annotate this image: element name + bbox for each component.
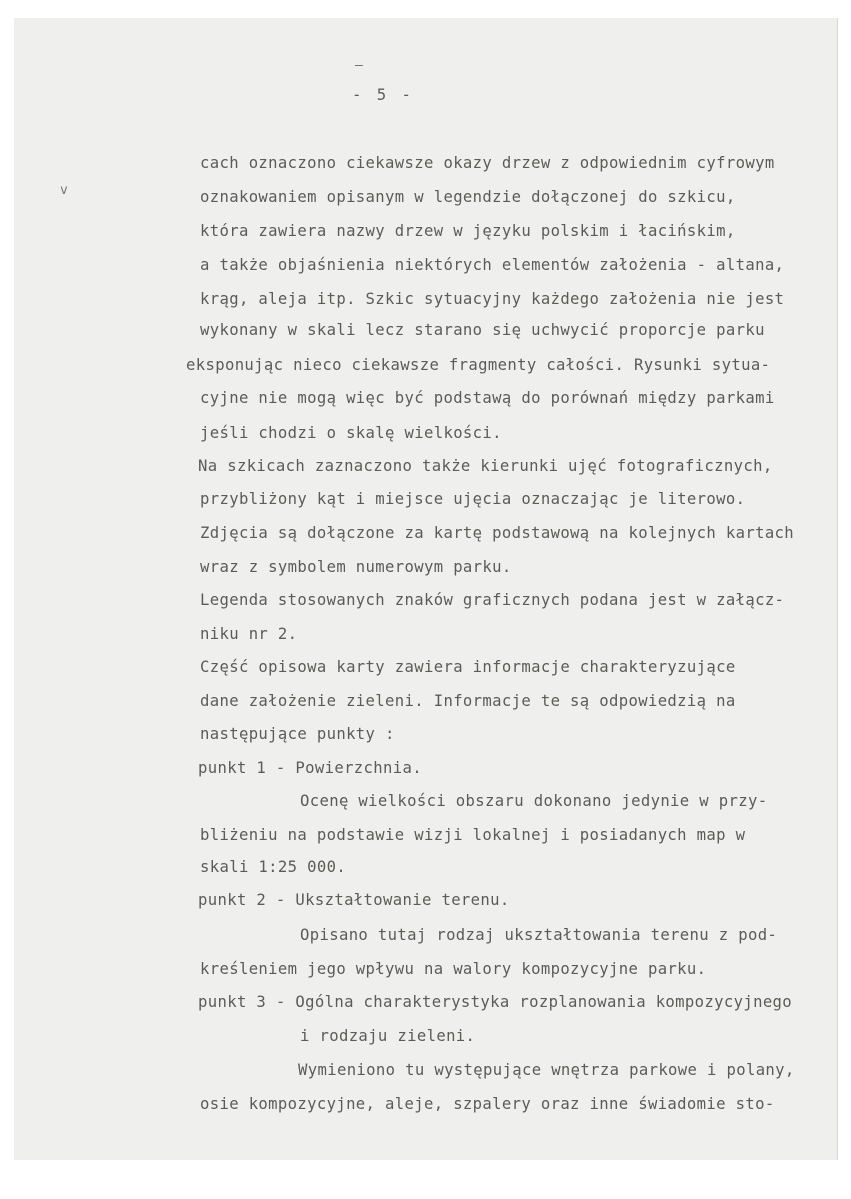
- text-line: cyjne nie mogą więc być podstawą do porównań między parkami: [200, 389, 775, 407]
- text-line: Część opisowa karty zawiera informacje charakteryzujące: [200, 658, 736, 676]
- text-line: punkt 2 - Ukształtowanie terenu.: [198, 891, 510, 909]
- text-line: cach oznaczono ciekawsze okazy drzew z odpowiednim cyfrowym: [200, 154, 775, 172]
- text-line: punkt 3 - Ogólna charakterystyka rozplanowania kompozycyjnego: [198, 993, 793, 1011]
- text-line: wykonany w skali lecz starano się uchwycić proporcje parku: [200, 321, 765, 339]
- text-line: osie kompozycyjne, aleje, szpalery oraz inne świadomie sto-: [200, 1095, 775, 1113]
- top-mark: —: [355, 58, 363, 73]
- text-line: dane założenie zieleni. Informacje te są odpowiedzią na: [200, 692, 736, 710]
- text-line: oznakowaniem opisanym w legendzie dołączonej do szkicu,: [200, 188, 736, 206]
- text-line: Na szkicach zaznaczono także kierunki ujęć fotograficznych,: [198, 457, 773, 475]
- text-line: kreśleniem jego wpływu na walory kompozycyjne parku.: [200, 960, 707, 978]
- text-line: niku nr 2.: [200, 625, 298, 643]
- text-line: jeśli chodzi o skalę wielkości.: [200, 424, 502, 442]
- text-line: Wymieniono tu występujące wnętrza parkowe i polany,: [298, 1061, 795, 1079]
- text-line: która zawiera nazwy drzew w języku polskim i łacińskim,: [200, 222, 736, 240]
- text-line: przybliżony kąt i miejsce ujęcia oznaczając je literowo.: [200, 490, 746, 508]
- text-line: Ocenę wielkości obszaru dokonano jedynie w przy-: [300, 792, 768, 810]
- text-line: skali 1:25 000.: [200, 858, 347, 876]
- text-line: Zdjęcia są dołączone za kartę podstawową na kolejnych kartach: [200, 524, 795, 542]
- text-line: wraz z symbolem numerowym parku.: [200, 558, 512, 576]
- text-line: następujące punkty :: [200, 725, 395, 743]
- text-line: Opisano tutaj rodzaj ukształtowania terenu z pod-: [300, 926, 778, 944]
- page-number: - 5 -: [352, 86, 414, 104]
- text-line: bliżeniu na podstawie wizji lokalnej i posiadanych map w: [200, 826, 746, 844]
- text-line: krąg, aleja itp. Szkic sytuacyjny każdego założenia nie jest: [200, 290, 785, 308]
- text-line: punkt 1 - Powierzchnia.: [198, 759, 422, 777]
- text-line: Legenda stosowanych znaków graficznych podana jest w załącz-: [200, 591, 785, 609]
- text-line: a także objaśnienia niektórych elementów założenia - altana,: [200, 256, 785, 274]
- margin-check-mark: v: [60, 183, 68, 198]
- text-line: eksponując nieco ciekawsze fragmenty całości. Rysunki sytua-: [186, 356, 771, 374]
- text-line: i rodzaju zieleni.: [300, 1027, 476, 1045]
